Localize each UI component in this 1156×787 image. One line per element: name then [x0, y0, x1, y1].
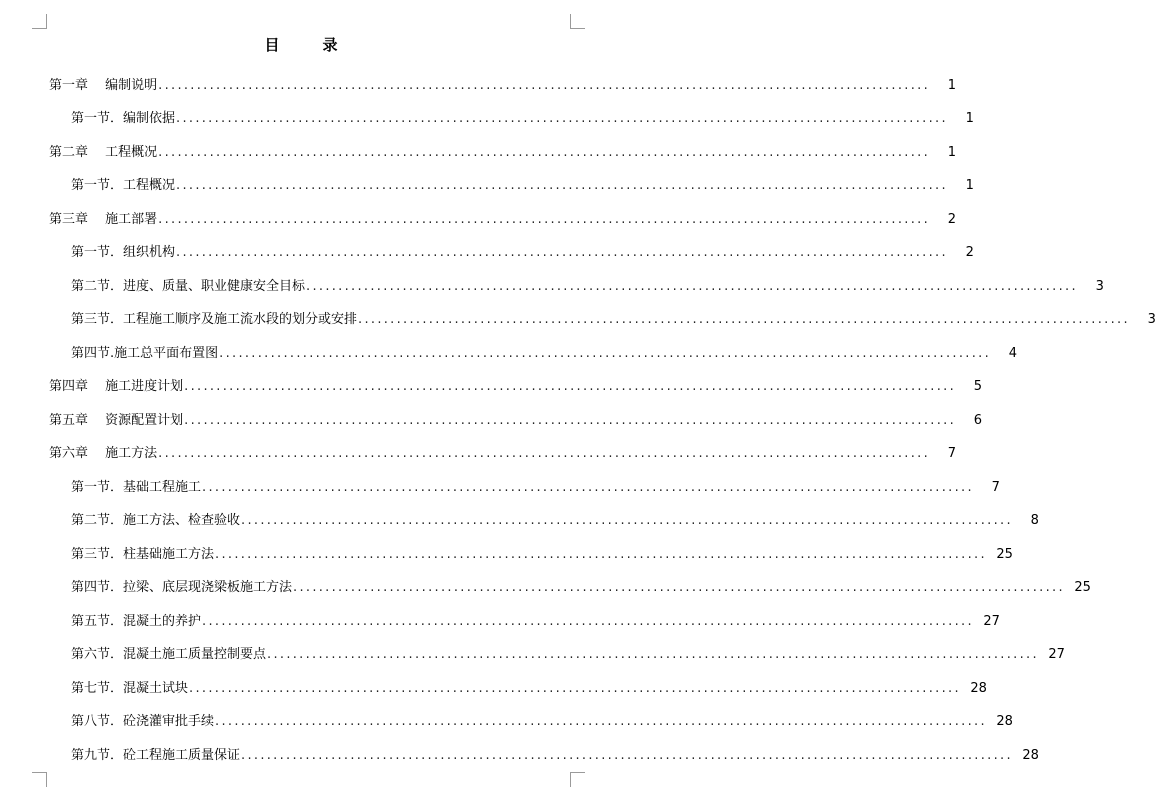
- toc-dot-leader: ........................................................................................................................: [202, 613, 974, 629]
- toc-chapter-entry[interactable]: [49, 203, 957, 237]
- toc-page-number: 5: [973, 379, 983, 395]
- toc-dot-leader: ........................................................................................................................: [202, 479, 974, 495]
- toc-entry-text: 第四节.施工总平面布置图: [71, 345, 219, 361]
- toc-page-number: 3: [1095, 278, 1104, 294]
- toc-entry-text: 第一章 编制说明: [49, 77, 158, 93]
- toc-page-number: 1: [947, 144, 957, 160]
- toc-chapter-entry[interactable]: [49, 404, 983, 438]
- toc-page-number: 1: [965, 111, 974, 127]
- toc-section-entry[interactable]: [49, 538, 1013, 572]
- toc-dot-leader: ........................................................................................................................: [219, 345, 992, 361]
- toc-page-number: 25: [996, 546, 1013, 562]
- page-corner-mark-top-left: [32, 14, 47, 29]
- toc-entry-text: 第五章 资源配置计划: [49, 412, 184, 428]
- toc-section-entry[interactable]: [49, 103, 974, 137]
- toc-entry-text: 第二节．进度、质量、职业健康安全目标: [71, 278, 306, 294]
- toc-page-number: 8: [1030, 513, 1039, 529]
- toc-page-number: 7: [947, 446, 957, 462]
- toc-dot-leader: ........................................................................................................................: [158, 211, 931, 227]
- page-corner-mark-top-right: [570, 14, 585, 29]
- toc-section-entry[interactable]: [49, 639, 1065, 673]
- toc-page-number: 28: [996, 714, 1013, 730]
- toc-page-number: 7: [991, 479, 1000, 495]
- toc-dot-leader: ........................................................................................................................: [158, 446, 931, 462]
- toc-dot-leader: ........................................................................................................................: [189, 680, 961, 696]
- toc-page-number: 27: [983, 613, 1000, 629]
- toc-dot-leader: ........................................................................................................................: [358, 312, 1130, 328]
- toc-page-number: 2: [965, 245, 974, 261]
- toc-entry-text: 第二章 工程概况: [49, 144, 158, 160]
- toc-dot-leader: ........................................................................................................................: [158, 77, 931, 93]
- toc-chapter-entry[interactable]: [49, 69, 957, 103]
- toc-section-entry[interactable]: [49, 304, 1156, 338]
- toc-section-entry[interactable]: [49, 170, 974, 204]
- toc-entry-text: 第三章 施工部署: [49, 211, 158, 227]
- toc-page-number: 3: [1147, 312, 1156, 328]
- table-of-contents: [49, 69, 1156, 773]
- page-corner-mark-bottom-left: [32, 772, 47, 787]
- toc-section-entry[interactable]: [49, 605, 1000, 639]
- toc-entry-text: 第二节．施工方法、检查验收: [71, 513, 241, 529]
- toc-chapter-entry[interactable]: [49, 438, 957, 472]
- toc-dot-leader: ........................................................................................................................: [176, 245, 948, 261]
- toc-entry-text: 第四节．拉梁、底层现浇梁板施工方法: [71, 580, 293, 596]
- toc-entry-text: 第一节．组织机构: [71, 245, 176, 261]
- toc-page-number: 27: [1048, 647, 1065, 663]
- toc-section-entry[interactable]: [49, 572, 1091, 606]
- toc-section-entry[interactable]: [49, 337, 1018, 371]
- toc-dot-leader: ........................................................................................................................: [267, 647, 1039, 663]
- toc-entry-text: 第四章 施工进度计划: [49, 379, 184, 395]
- toc-entry-text: 第八节．砼浇灌审批手续: [71, 714, 215, 730]
- toc-dot-leader: ........................................................................................................................: [241, 513, 1013, 529]
- toc-entry-text: 第七节．混凝土试块: [71, 680, 189, 696]
- toc-chapter-entry[interactable]: [49, 371, 983, 405]
- toc-page-number: 28: [970, 680, 987, 696]
- toc-page-number: 2: [947, 211, 957, 227]
- toc-dot-leader: ........................................................................................................................: [184, 412, 957, 428]
- toc-dot-leader: ........................................................................................................................: [158, 144, 931, 160]
- toc-entry-text: 第一节．编制依据: [71, 111, 176, 127]
- toc-page-number: 4: [1008, 345, 1018, 361]
- toc-dot-leader: ........................................................................................................................: [215, 546, 987, 562]
- toc-section-entry[interactable]: [49, 706, 1013, 740]
- toc-entry-text: 第三节．柱基础施工方法: [71, 546, 215, 562]
- toc-dot-leader: ........................................................................................................................: [241, 747, 1013, 763]
- toc-entry-text: 第一节．工程概况: [71, 178, 176, 194]
- toc-entry-text: 第六章 施工方法: [49, 446, 158, 462]
- toc-section-entry[interactable]: [49, 505, 1039, 539]
- toc-section-entry[interactable]: [49, 471, 1000, 505]
- toc-page-number: 6: [973, 412, 983, 428]
- toc-page-number: 1: [965, 178, 974, 194]
- toc-page-number: 1: [947, 77, 957, 93]
- toc-dot-leader: ........................................................................................................................: [293, 580, 1065, 596]
- toc-section-entry[interactable]: [49, 672, 987, 706]
- toc-page-number: 25: [1074, 580, 1091, 596]
- toc-dot-leader: ........................................................................................................................: [306, 278, 1078, 294]
- toc-section-entry[interactable]: [49, 739, 1039, 773]
- toc-page-number: 28: [1022, 747, 1039, 763]
- toc-dot-leader: ........................................................................................................................: [176, 178, 948, 194]
- page-corner-mark-bottom-right: [570, 772, 585, 787]
- toc-section-entry[interactable]: [49, 270, 1104, 304]
- toc-chapter-entry[interactable]: [49, 136, 957, 170]
- toc-entry-text: 第三节．工程施工顺序及施工流水段的划分或安排: [71, 312, 358, 328]
- toc-entry-text: 第九节．砼工程施工质量保证: [71, 747, 241, 763]
- toc-entry-text: 第五节．混凝土的养护: [71, 613, 202, 629]
- toc-title: 目 录: [264, 36, 352, 54]
- toc-section-entry[interactable]: [49, 237, 974, 271]
- toc-entry-text: 第一节．基础工程施工: [71, 479, 202, 495]
- toc-dot-leader: ........................................................................................................................: [215, 714, 987, 730]
- toc-entry-text: 第六节．混凝土施工质量控制要点: [71, 647, 267, 663]
- toc-dot-leader: ........................................................................................................................: [184, 379, 957, 395]
- toc-dot-leader: ........................................................................................................................: [176, 111, 948, 127]
